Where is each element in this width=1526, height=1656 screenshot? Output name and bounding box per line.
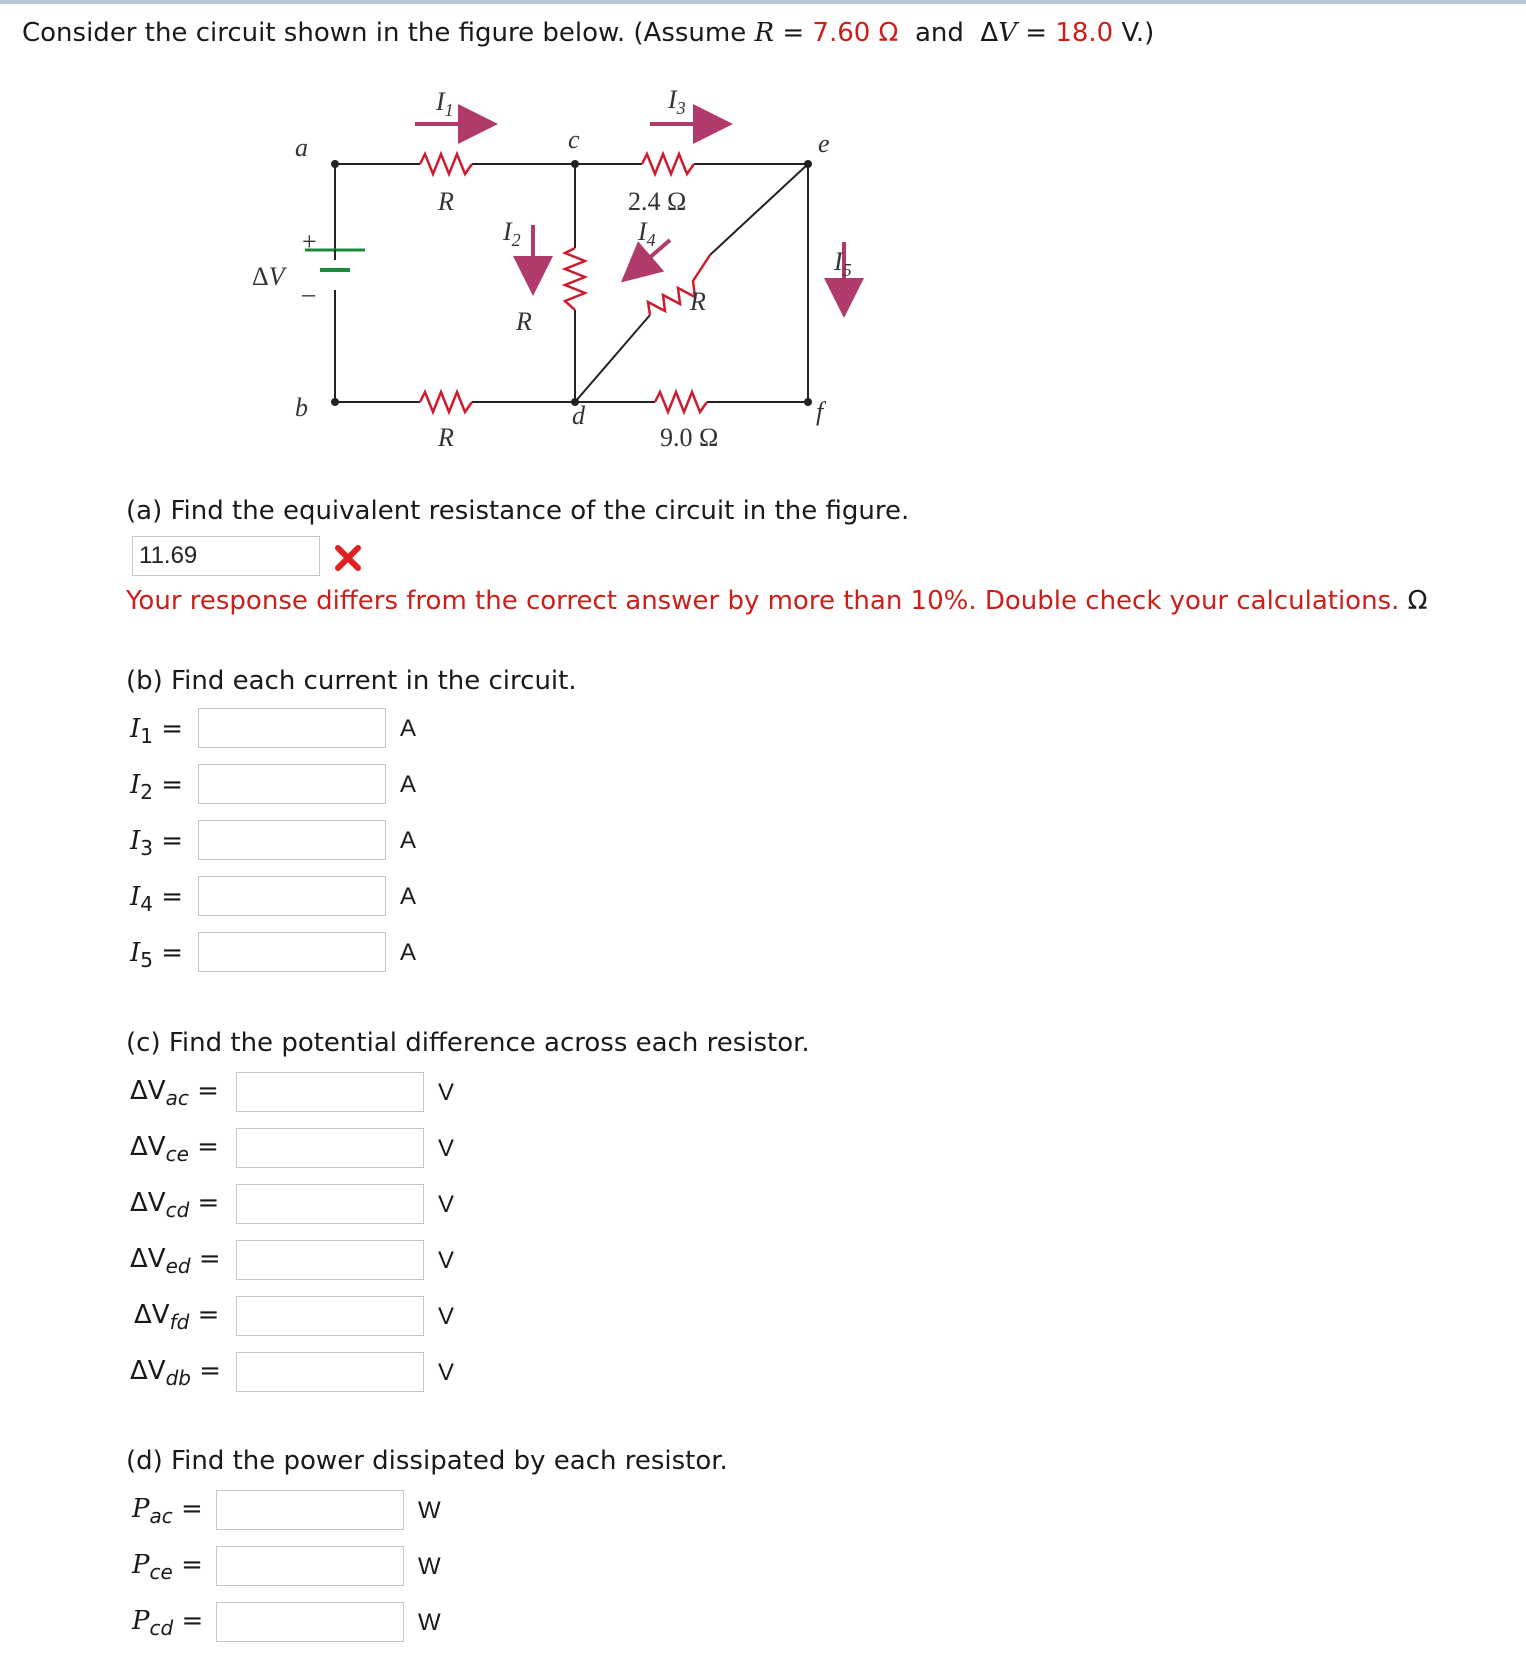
resistor-ac [420, 154, 472, 174]
resistor-cd [565, 248, 585, 310]
i1-input[interactable] [198, 708, 386, 748]
label-plus: + [302, 227, 317, 256]
unit-label: V [438, 1079, 455, 1106]
node-b-label: b [295, 393, 308, 422]
problem-statement: Consider the circuit shown in the figure below. (Assume R = 7.60 Ω and ΔV = 18.0 V.) [22, 18, 1155, 48]
dv-fd-input[interactable] [236, 1296, 424, 1336]
dv-symbol: ΔV [980, 18, 1017, 48]
unit-label: V [438, 1303, 455, 1330]
unit-label: V [438, 1135, 455, 1162]
label-r-cd: R [516, 307, 532, 336]
r-symbol: R [754, 18, 775, 48]
label-dv: ΔV [252, 262, 285, 291]
part-b-prompt: (b) Find each current in the circuit. [126, 666, 577, 696]
label-minus: – [302, 279, 315, 308]
resistor-df [655, 392, 707, 412]
node-f-label: f [816, 397, 824, 426]
label-i3: $I_3$ [668, 85, 686, 118]
i5-input[interactable] [198, 932, 386, 972]
label-r-bd: R [438, 423, 454, 452]
label-r-ac: R [438, 187, 454, 216]
dv-ed-input[interactable] [236, 1240, 424, 1280]
node-c-label: c [568, 125, 580, 154]
resistor-ce [642, 154, 694, 174]
dv-db-input[interactable] [236, 1352, 424, 1392]
resistor-bd [420, 392, 472, 412]
dv-cd-input[interactable] [236, 1184, 424, 1224]
and-text: and [914, 18, 964, 48]
dv-value: 18.0 [1055, 18, 1114, 48]
unit-label: A [400, 827, 417, 854]
p-cd-input[interactable] [216, 1602, 404, 1642]
part-a-prompt: (a) Find the equivalent resistance of the circuit in the figure. [126, 496, 910, 526]
circuit-diagram [220, 80, 1120, 460]
unit-label: W [418, 1497, 441, 1524]
part-d-prompt: (d) Find the power dissipated by each resistor. [126, 1446, 728, 1476]
unit-label: A [400, 715, 417, 742]
dv-ce-input[interactable] [236, 1128, 424, 1168]
unit-label: A [400, 771, 417, 798]
label-i5: $I_5$ [834, 247, 852, 280]
unit-label: W [418, 1553, 441, 1580]
i4-input[interactable] [198, 876, 386, 916]
unit-label: V [438, 1191, 455, 1218]
label-i1: $I_1$ [436, 87, 454, 120]
node-e-label: e [818, 129, 830, 158]
feedback-message [126, 586, 1428, 616]
node-a-label: a [295, 133, 308, 162]
label-r-ed: R [690, 287, 706, 316]
unit-label: A [400, 883, 417, 910]
label-i2: $I_2$ [503, 217, 521, 250]
x-mark-icon [334, 544, 362, 572]
i2-input[interactable] [198, 764, 386, 804]
r-value: 7.60 Ω [812, 18, 899, 48]
unit-label: A [400, 939, 417, 966]
dv-ac-input[interactable] [236, 1072, 424, 1112]
equivalent-resistance-input[interactable] [132, 536, 320, 576]
label-i4: $I_4$ [638, 217, 656, 250]
node-d-label: d [572, 401, 585, 430]
part-c-prompt: (c) Find the potential difference across each resistor. [126, 1028, 810, 1058]
intro-text: Consider the circuit shown in the figure below. (Assume [22, 18, 747, 48]
p-ac-input[interactable] [216, 1490, 404, 1530]
feedback-unit: Ω [1407, 586, 1428, 616]
unit-label: V [438, 1359, 455, 1386]
label-res-ce: 2.4 Ω [628, 187, 687, 216]
i3-input[interactable] [198, 820, 386, 860]
feedback-text: Your response differs from the correct answer by more than 10%. Double check your calculations. [126, 586, 1400, 616]
suffix-text: V.) [1121, 18, 1155, 48]
top-border [0, 0, 1526, 4]
unit-label: W [418, 1609, 441, 1636]
label-res-df: 9.0 Ω [660, 423, 719, 452]
unit-label: V [438, 1247, 455, 1274]
p-ce-input[interactable] [216, 1546, 404, 1586]
